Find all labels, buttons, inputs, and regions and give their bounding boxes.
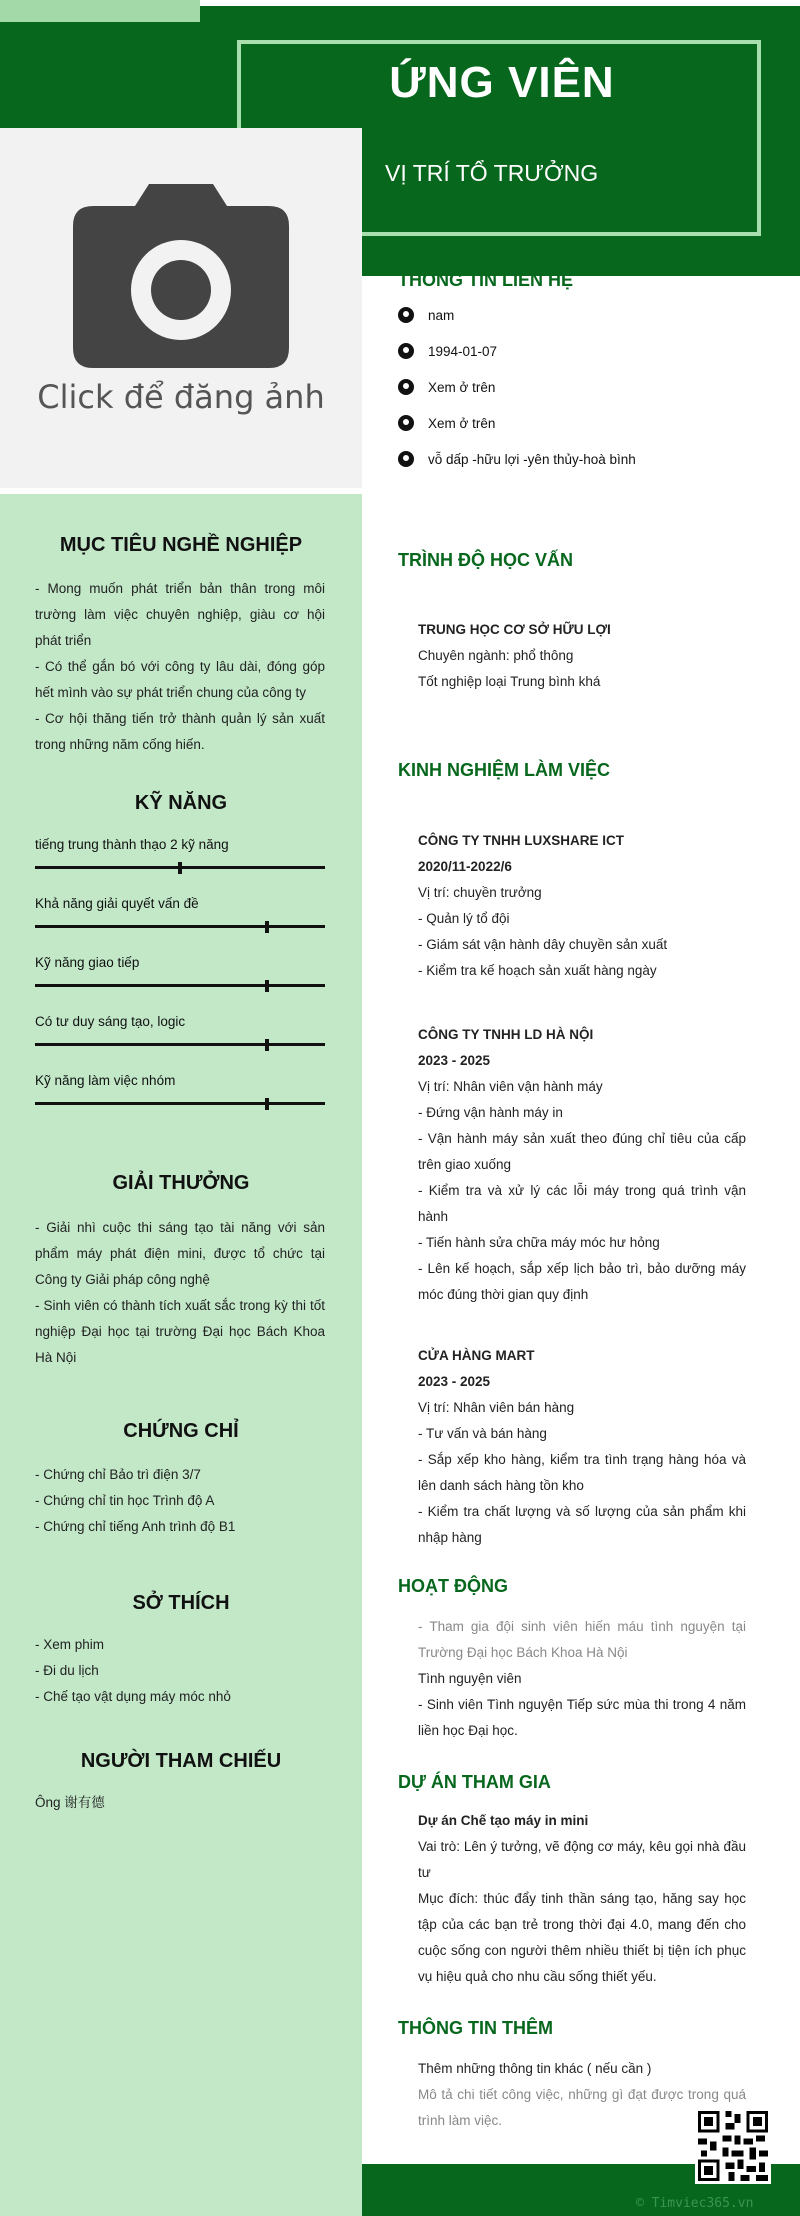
objective-title: MỤC TIÊU NGHỀ NGHIỆP [59, 534, 303, 556]
skill-label: Kỹ năng giao tiếp [35, 955, 140, 970]
hobbies-text: - Xem phim - Đi du lịch - Chế tạo vật dụng máy móc nhỏ [35, 1637, 231, 1704]
hobbies-title: SỞ THÍCH [132, 1592, 230, 1614]
job-entry: CÔNG TY TNHH LUXSHARE ICT 2020/11-2022/6 Vị trí: chuyền trưởng - Quản lý tổ đội - Giám sát vận hành dây chuyền sản xuất - Kiểm tra kế hoạch sản xuất hàng ngày [418, 833, 668, 978]
job-entry: CÔNG TY TNHH LD HÀ NỘI 2023 - 2025 Vị trí: Nhân viên vận hành máy - Đứng vận hành máy in - Vận hành máy sản xuất theo đúng chỉ tiêu của cấp trên giao xuống - Kiểm tra và xử lý các lỗi máy trong quá trình vận hành - Tiến hành sửa chữa máy móc hư hỏng - Lên kế hoạch, sắp xếp lịch bảo trì, bảo dưỡng máy móc đúng thời gian quy định [418, 1027, 746, 1302]
location-icon [398, 451, 414, 467]
skill-label: Kỹ năng làm việc nhóm [35, 1073, 176, 1088]
objective-text: - Mong muốn phát triển bản thân trong môi trường làm việc chuyên nghiệp, giàu cơ hội phát triển - Có thể gắn bó với công ty lâu dài, đóng góp hết mình vào sự phát triển chung của công ty - Cơ hội thăng tiến trở thành quản lý sản xuất trong những năm cống hiến. [35, 581, 325, 752]
certificates-title: CHỨNG CHỈ [123, 1420, 239, 1442]
qr-code[interactable] [695, 2108, 771, 2184]
education-text: TRUNG HỌC CƠ SỞ HỮU LỢI Chuyên ngành: phổ thông Tốt nghiệp loại Trung bình khá [418, 622, 611, 689]
projects-text: Dự án Chế tạo máy in mini Vai trò: Lên ý tưởng, vẽ động cơ máy, kêu gọi nhà đầu tư Mục đích: thúc đẩy tinh thần sáng tạo, hăng say học tập của các bạn trẻ trong thời đại 4.0, mang đến cho cuộc sống con người thêm nhiều thiết bị tiện ích phục vụ hiệu quả cho nhu cầu sống thiết yếu. [418, 1813, 746, 1984]
education-title: TRÌNH ĐỘ HỌC VẤN [398, 550, 573, 570]
contact-phone: Xem ở trên [398, 379, 495, 395]
candidate-name: ỨNG VIÊN [389, 58, 615, 107]
skill-label: tiếng trung thành thạo 2 kỹ năng [35, 837, 229, 852]
skill-bar [35, 925, 325, 928]
contact-address: vỗ dấp -hữu lợi -yên thủy-hoà bình [398, 451, 636, 467]
contact-birthday: 1994-01-07 [398, 343, 497, 359]
skill-bar [35, 984, 325, 987]
skill-level-marker [178, 862, 182, 874]
skill-bar [35, 866, 325, 869]
additional-text: Thêm những thông tin khác ( nếu cần ) Mô tả chi tiết công việc, những gì đạt được trong quá trình làm việc. [418, 2061, 746, 2128]
phone-icon [398, 379, 414, 395]
skill-bar [35, 1043, 325, 1046]
job-entry: CỬA HÀNG MART 2023 - 2025 Vị trí: Nhân viên bán hàng - Tư vấn và bán hàng - Sắp xếp kho hàng, kiểm tra tình trạng hàng hóa và lên danh sách hàng tồn kho - Kiểm tra chất lượng và số lượng của sản phẩm khi nhập hàng [418, 1348, 746, 1545]
person-icon [398, 307, 414, 323]
references-text: Ông 谢有德 [35, 1795, 105, 1810]
contact-email: Xem ở trên [398, 415, 495, 431]
watermark: © Timviec365.vn [636, 2196, 754, 2211]
header-accent-strip [0, 0, 200, 22]
candidate-position: VỊ TRÍ TỔ TRƯỞNG [385, 160, 599, 186]
photo-upload-label[interactable]: Click để đăng ảnh [37, 378, 325, 416]
additional-title: THÔNG TIN THÊM [398, 2018, 553, 2038]
skills-title: KỸ NĂNG [134, 792, 228, 814]
certificates-text: - Chứng chỉ Bảo trì điện 3/7 - Chứng chỉ tin học Trình độ A - Chứng chỉ tiếng Anh trình độ B1 [35, 1467, 236, 1534]
experience-title: KINH NGHIỆM LÀM VIỆC [398, 760, 611, 780]
skill-level-marker [265, 921, 269, 933]
awards-text: - Giải nhì cuộc thi sáng tạo tài năng với sản phẩm máy phát điện mini, được tổ chức tại Công ty Giải pháp công nghệ - Sinh viên có thành tích xuất sắc trong kỳ thi tốt nghiệp Đại học tại trường Đại học Bách Khoa Hà Nội [35, 1220, 325, 1365]
skill-level-marker [265, 980, 269, 992]
contact-title: THÔNG TIN LIÊN HỆ [398, 270, 573, 290]
activities-title: HOẠT ĐỘNG [398, 1576, 508, 1596]
projects-title: DỰ ÁN THAM GIA [398, 1772, 551, 1792]
references-title: NGƯỜI THAM CHIẾU [80, 1750, 282, 1772]
skill-label: Khả năng giải quyết vấn đề [35, 896, 199, 911]
skill-level-marker [265, 1098, 269, 1110]
skill-bar [35, 1102, 325, 1105]
activities-text: - Tham gia đội sinh viên hiến máu tình nguyện tại Trường Đại học Bách Khoa Hà Nội Tình nguyện viên - Sinh viên Tình nguyện Tiếp sức mùa thi trong 4 năm liền học Đại học. [418, 1619, 746, 1738]
clock-icon [398, 343, 414, 359]
skill-level-marker [265, 1039, 269, 1051]
camera-icon[interactable] [73, 180, 289, 368]
awards-title: GIẢI THƯỞNG [112, 1172, 250, 1194]
skill-label: Có tư duy sáng tạo, logic [35, 1014, 186, 1029]
contact-gender: nam [398, 307, 454, 323]
mail-icon [398, 415, 414, 431]
